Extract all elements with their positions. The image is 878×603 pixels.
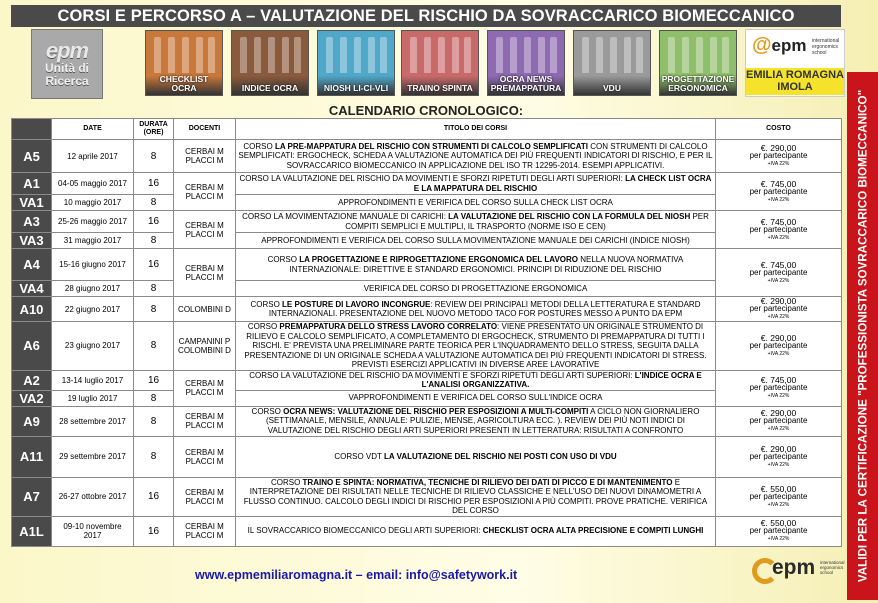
course-date: 28 giugno 2017 — [52, 281, 134, 297]
course-title-highlight: OCRA NEWS: VALUTAZIONE DEL RISCHIO PER ESPOSIZIONI A MULTI-COMPITI — [283, 406, 589, 416]
course-duration: 8 — [134, 406, 174, 436]
course-thumbnail — [659, 30, 737, 96]
course-price: €. 550,00 — [760, 483, 797, 494]
logo-line-unita: Unità di — [45, 61, 89, 75]
course-teachers: CERBAI M PLACCI M — [174, 173, 236, 211]
course-duration: 8 — [134, 390, 174, 406]
course-price-unit: per partecipante — [749, 416, 808, 425]
course-date: 04-05 maggio 2017 — [52, 173, 134, 195]
course-price: €. 745,00 — [760, 178, 797, 189]
course-date: 15-16 giugno 2017 — [52, 249, 134, 281]
course-thumbnail — [401, 30, 479, 96]
course-title-highlight: LA VALUTAZIONE DEL RISCHIO CON LA FORMULA DEL NIOSH — [448, 212, 691, 221]
course-title — [236, 173, 716, 195]
teachers-column-header: DOCENTI — [174, 119, 236, 140]
course-thumbnail — [487, 30, 565, 96]
certification-text: VALIDI PER LA CERTIFICAZIONE "PROFESSIONISTA SOVRACCARICO BIOMECCANICO" — [856, 89, 869, 583]
course-title-text: : REVIEW DEI PRINCIPALI METODI DELLA LETTERATURA E STANDARD INTERNAZIONALI. PRESENTAZIONE DEL NUOVO METODO TACO FOR POSTURES MESSO A PUNTO DA EPM — [268, 299, 701, 318]
footer-contact: www.epmemiliaromagna.it – email: info@safetywork.it — [195, 568, 518, 582]
course-price-unit: per partecipante — [749, 224, 808, 234]
course-teachers: CERBAI M PLACCI M — [174, 249, 236, 297]
course-price: €. 290,00 — [760, 443, 797, 454]
course-cost — [716, 211, 842, 249]
title-column-header: TITOLO DEI CORSI — [236, 119, 716, 140]
course-vat: +IVA 22% — [767, 393, 790, 399]
course-date: 23 giugno 2017 — [52, 322, 134, 371]
course-title — [236, 322, 716, 371]
course-thumbnail — [231, 30, 309, 96]
course-title — [236, 211, 716, 233]
course-code: VA4 — [12, 281, 52, 297]
course-cost — [716, 477, 842, 516]
statue-columns-icon — [146, 31, 222, 75]
course-cost — [716, 516, 842, 546]
course-date: 09-10 novembre 2017 — [52, 516, 134, 546]
course-duration: 8 — [134, 436, 174, 477]
course-vat: +IVA 22% — [767, 314, 790, 320]
code-column-header — [12, 119, 52, 140]
course-price-unit: per partecipante — [749, 186, 808, 196]
statue-columns-icon — [402, 31, 478, 75]
course-duration: 16 — [134, 477, 174, 516]
course-title-highlight: CHECKLIST OCRA ALTA PRECISIONE E COMPITI LUNGHI — [482, 526, 704, 536]
course-thumbnail — [145, 30, 223, 96]
course-vat: +IVA 22% — [767, 426, 790, 432]
course-title-text: A CICLO NON GIORNALIERO (SETTIMANALE, MENSILE, ANNUALE: PULIZIE, MENSE, AGRICOLTURA ECC. ). REVIEW DEI PIÙ NOTI INDICI DI VALUTAZIONE DEL RISCHIO DEGLI ARTI SUPERIORI PRESENTI IN LETTERATURA: RISULTATI A CONFRONTO — [265, 406, 700, 435]
city-name: IMOLA — [777, 81, 813, 93]
course-cost — [716, 370, 842, 406]
table-row — [12, 436, 842, 477]
course-thumbnail — [317, 30, 395, 96]
course-price-unit: per partecipante — [749, 491, 808, 501]
certification-side-banner — [847, 72, 878, 600]
course-verification-title: VERIFICA DEL CORSO DI PROGETTAZIONE ERGONOMICA — [236, 281, 716, 297]
course-code: A2 — [12, 370, 52, 390]
table-header-row — [12, 119, 842, 140]
course-cost — [716, 140, 842, 173]
course-title — [236, 249, 716, 281]
logo-epm-text: epm — [45, 38, 89, 63]
course-duration: 8 — [134, 195, 174, 211]
course-cost — [716, 322, 842, 371]
course-duration: 16 — [134, 516, 174, 546]
statue-columns-icon — [574, 31, 650, 75]
course-price: €. 290,00 — [760, 332, 797, 343]
course-title — [236, 140, 716, 173]
table-row — [12, 173, 842, 195]
course-teachers: CERBAI M PLACCI M — [174, 370, 236, 406]
course-date: 25-26 maggio 2017 — [52, 211, 134, 233]
epm-logo-subtitle: international ergonomics school — [812, 38, 840, 56]
thumbnail-label: CHECKLIST OCRA — [159, 74, 209, 93]
thumbnail-label: OCRA NEWS PREMAPPATURA — [490, 74, 562, 93]
course-vat: +IVA 22% — [767, 350, 790, 357]
course-date: 13-14 luglio 2017 — [52, 370, 134, 390]
thumbnail-label: INDICE OCRA — [241, 83, 299, 93]
epm-logo-mark: @epm — [752, 34, 807, 56]
footer-logo-subtitle: international ergonomics school — [820, 560, 845, 575]
course-duration: 16 — [134, 370, 174, 390]
course-title-text: CORSO — [270, 477, 303, 487]
course-code: A1L — [12, 516, 52, 546]
course-title — [236, 370, 716, 390]
course-date: 19 luglio 2017 — [52, 390, 134, 406]
course-cost — [716, 406, 842, 436]
course-duration: 16 — [134, 211, 174, 233]
calendar-title: CALENDARIO CRONOLOGICO: — [328, 103, 524, 118]
course-title-text: CORSO LA VALUTAZIONE DEL RISCHIO DA MOVIMENTI E SFORZI RIPETUTI DEGLI ARTI SUPERIORI: — [249, 370, 635, 380]
table-row — [12, 322, 842, 371]
thumbnail-label: TRAINO SPINTA — [407, 83, 473, 93]
logo-line-ricerca: Ricerca — [45, 74, 89, 88]
course-duration: 8 — [134, 281, 174, 297]
course-date: 26-27 ottobre 2017 — [52, 477, 134, 516]
course-duration: 8 — [134, 297, 174, 322]
course-title-text: CORSO VDT — [334, 451, 385, 461]
course-date: 29 settembre 2017 — [52, 436, 134, 477]
course-cost — [716, 249, 842, 297]
course-title-text: CORSO — [243, 141, 275, 151]
course-code: A10 — [12, 297, 52, 322]
course-title-text: CORSO — [251, 406, 284, 416]
course-title — [236, 297, 716, 322]
course-cost — [716, 173, 842, 211]
course-vat: +IVA 22% — [767, 161, 790, 167]
course-title-highlight: LA CHECK LIST OCRA E LA MAPPATURA DEL RISCHIO — [413, 174, 712, 193]
course-title-text: IL SOVRACCARICO BIOMECCANICO DEGLI ARTI SUPERIORI: — [247, 526, 483, 536]
course-code: A4 — [12, 249, 52, 281]
footer-epm-logo — [752, 552, 844, 592]
course-title-text: PER COMPITI SEMPLICI E MULTIPLI, IL TRASPORTO (NORME ISO E CEN) — [345, 212, 709, 231]
course-price-unit: per partecipante — [749, 383, 808, 392]
course-cost — [716, 436, 842, 477]
duration-column-header: DURATA (ORE) — [134, 119, 174, 140]
course-date: 31 maggio 2017 — [52, 233, 134, 249]
course-date: 10 maggio 2017 — [52, 195, 134, 211]
statue-columns-icon — [488, 31, 564, 75]
course-code: VA2 — [12, 390, 52, 406]
course-teachers: CERBAI M PLACCI M — [174, 140, 236, 173]
date-column-header: DATE — [52, 119, 134, 140]
course-title — [236, 516, 716, 546]
table-row — [12, 249, 842, 281]
course-duration: 16 — [134, 249, 174, 281]
course-title-text: CORSO LA MOVIMENTAZIONE MANUALE DI CARICHI: — [242, 212, 449, 221]
course-title — [236, 406, 716, 436]
course-code: A5 — [12, 140, 52, 173]
course-teachers: CERBAI M PLACCI M — [174, 516, 236, 546]
course-price-unit: per partecipante — [749, 526, 808, 535]
course-verification-title: APPROFONDIMENTI E VERIFICA DEL CORSO SULLA CHECK LIST OCRA — [236, 195, 716, 211]
course-cost — [716, 297, 842, 322]
course-duration: 8 — [134, 140, 174, 173]
course-duration: 8 — [134, 322, 174, 371]
course-vat: +IVA 22% — [767, 501, 790, 508]
course-title-highlight: L'INDICE OCRA E L'ANALISI ORGANIZZATIVA. — [421, 370, 702, 389]
course-title-highlight: LA VALUTAZIONE DEL RISCHIO NEI POSTI CON USO DI VDU — [384, 451, 617, 461]
course-price: €. 745,00 — [760, 216, 797, 227]
course-title-text: CORSO — [247, 322, 280, 331]
course-title-text: CORSO — [267, 255, 300, 264]
course-title-text: CON STRUMENTI DI CALCOLO SEMPLIFICATI: ERGOCHECK, SCHEDA A VALUTAZIONE AUTOMATICA DEI PIÙ FREQUENTI INDICATORI DI RISCHIO, E PER IL SOVRACCARICO BIOMECCANICO IN APPLICAZIONE DEL ISO TR 12295-2014. ESEMPI APPLICATIVI. — [238, 141, 713, 170]
table-row — [12, 370, 842, 390]
course-code: A3 — [12, 211, 52, 233]
course-price: €. 550,00 — [760, 518, 797, 528]
course-vat: +IVA 22% — [767, 196, 790, 203]
course-vat: +IVA 22% — [767, 461, 790, 468]
course-verification-title: APPROFONDIMENTI E VERIFICA DEL CORSO SULLA MOVIMENTAZIONE MANUALE DEI CARICHI (INDICE NIOSH) — [236, 233, 716, 249]
table-row — [12, 516, 842, 546]
course-teachers: COLOMBINI D — [174, 297, 236, 322]
epm-research-unit-logo — [31, 29, 103, 99]
course-title-highlight: LA PRE-MAPPATURA DEL RISCHIO CON STRUMENTI DI CALCOLO SEMPLIFICATI — [274, 141, 588, 151]
table-row — [12, 211, 842, 233]
course-code: A11 — [12, 436, 52, 477]
page-header — [11, 5, 841, 27]
region-label — [746, 68, 844, 95]
course-teachers: CAMPANINI P COLOMBINI D — [174, 322, 236, 371]
course-title-highlight: LA PROGETTAZIONE E RIPROGETTAZIONE ERGONOMICA DEL LAVORO — [299, 255, 579, 264]
footer-logo-text: epm — [772, 556, 816, 579]
course-code: A6 — [12, 322, 52, 371]
course-title-text: NELLA NUOVA NORMATIVA INTERNAZIONALE: DIRETTIVE E STANDARD ERGONOMICI. PRINCIPI DI RIDUZIONE DEL RISCHIO — [289, 255, 684, 274]
epm-emilia-romagna-logo — [745, 29, 845, 97]
cost-column-header: COSTO — [716, 119, 842, 140]
thumbnail-label: VDU — [603, 83, 621, 93]
course-vat: +IVA 22% — [767, 234, 790, 241]
table-row — [12, 477, 842, 516]
course-code: VA3 — [12, 233, 52, 249]
course-verification-title: VAPPROFONDIMENTI E VERIFICA DEL CORSO SULL'INDICE OCRA — [236, 390, 716, 406]
thumbnail-label: NIOSH LI-CI-VLI — [323, 83, 389, 93]
course-code: A1 — [12, 173, 52, 195]
thumbnail-label: PROGETTAZIONE ERGONOMICA — [661, 74, 735, 93]
course-duration: 16 — [134, 173, 174, 195]
table-row — [12, 406, 842, 436]
course-price-unit: per partecipante — [749, 151, 808, 160]
course-calendar-table — [11, 118, 842, 547]
course-date: 28 settembre 2017 — [52, 406, 134, 436]
statue-columns-icon — [660, 31, 736, 75]
course-title-highlight: TRAINO E SPINTA: NORMATIVA, TECNICHE DI RILIEVO DEI DATI DI PICCO E DI MANTENIMENTO — [302, 477, 673, 487]
course-price: €. 290,00 — [760, 143, 797, 153]
course-code: A9 — [12, 406, 52, 436]
statue-columns-icon — [318, 31, 394, 75]
course-price: €. 290,00 — [760, 408, 797, 418]
course-code: A7 — [12, 477, 52, 516]
course-title — [236, 436, 716, 477]
course-vat: +IVA 22% — [767, 536, 790, 542]
course-duration: 8 — [134, 233, 174, 249]
course-title-text: CORSO LA VALUTAZIONE DEL RISCHIO DA MOVIMENTI E SFORZI RIPETUTI DEGLI ARTI SUPERIORI: — [239, 174, 626, 183]
course-teachers: CERBAI M PLACCI M — [174, 406, 236, 436]
course-thumbnail — [573, 30, 651, 96]
course-teachers: CERBAI M PLACCI M — [174, 477, 236, 516]
course-price: €. 290,00 — [760, 296, 797, 306]
course-price-unit: per partecipante — [749, 451, 808, 461]
course-date: 12 aprile 2017 — [52, 140, 134, 173]
course-price-unit: per partecipante — [749, 304, 808, 313]
course-code: VA1 — [12, 195, 52, 211]
course-teachers: CERBAI M PLACCI M — [174, 436, 236, 477]
course-date: 22 giugno 2017 — [52, 297, 134, 322]
course-price: €. 745,00 — [760, 259, 797, 270]
page-title: CORSI E PERCORSO A – VALUTAZIONE DEL RISCHIO DA SOVRACCARICO BIOMECCANICO — [57, 7, 795, 25]
course-price: €. 745,00 — [760, 375, 797, 385]
course-title-text: CORSO — [250, 299, 283, 309]
table-row — [12, 140, 842, 173]
course-title-text: E INTERPRETAZIONE DEI RISULTATI NELLE TECNICHE DI RILIEVO CLASSICHE E NELL'USO DEI NUOVI DINAMOMETRI A FLUSSO CONTINUO. CALCOLO DEGLI INDICI DI RISCHIO PER ESPOSIZIONI A PIÙ COMPITI. PROVE PRATICHE. VERIFICA DEL CORSO — [243, 477, 708, 515]
course-price-unit: per partecipante — [749, 267, 808, 277]
region-name: EMILIA ROMAGNA — [746, 69, 844, 81]
course-title — [236, 477, 716, 516]
course-title-text: : VIENE PRESENTATO UN ORIGINALE STRUMENTO DI RILIEVO E CALCOLO SEMPLIFICATO, A COMPLETAMENTO DI ERGOCHECK, STRUMENTO DI PREMAPPATURA DI TUTTI I RISCHI. E' PREVISTA UNA PRELIMINARE PARTE TEORICA PER L'INQUADRAMENTO DELLO STRESS, SEGUITA DALLA PRESENTAZIONE DI UN ORIGINALE SCHEDA A VALUTAZIONE AUTOMATICA DEI PIÙ FREQUENTI INDICATORI DI STRESS. PREVISTI ESERCIZI APPLICATIVI IN DIVERSE AREE LAVORATIVE — [244, 322, 707, 369]
course-vat: +IVA 22% — [767, 277, 790, 284]
course-teachers: CERBAI M PLACCI M — [174, 211, 236, 249]
table-row — [12, 297, 842, 322]
course-title-highlight: LE POSTURE DI LAVORO INCONGRUE — [282, 299, 431, 309]
course-price-unit: per partecipante — [749, 340, 808, 350]
statue-columns-icon — [232, 31, 308, 75]
course-title-highlight: PREMAPPATURA DELLO STRESS LAVORO CORRELATO — [279, 322, 498, 331]
